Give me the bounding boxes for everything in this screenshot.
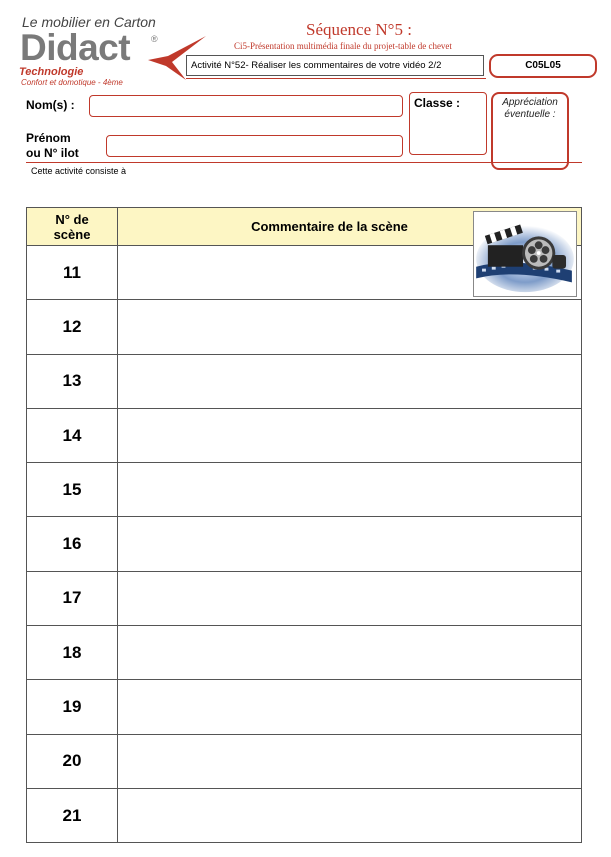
table-row [27, 626, 582, 680]
scene-number: 17 [27, 571, 118, 625]
appreciation-box [491, 92, 569, 170]
scene-number: 16 [27, 517, 118, 571]
logo-wordmark: Didact [20, 27, 131, 68]
prenom-label [26, 131, 79, 161]
noms-label: Nom(s) : [26, 98, 75, 112]
logo-tagline: Le mobilier en Carton [22, 14, 156, 30]
scene-comment-cell[interactable] [118, 626, 582, 680]
scene-number: 21 [27, 788, 118, 842]
scene-comment-cell[interactable] [118, 571, 582, 625]
table-row [27, 734, 582, 788]
scene-number: 15 [27, 463, 118, 517]
table-row [27, 408, 582, 462]
appreciation-label-line1: Appréciation [502, 97, 558, 108]
scene-number: 11 [27, 246, 118, 300]
scene-number: 18 [27, 626, 118, 680]
scene-number-header-line2: scène [53, 226, 91, 242]
appreciation-label-line2: éventuelle : [504, 109, 556, 120]
scene-number: 12 [27, 300, 118, 354]
scene-comment-cell[interactable] [118, 788, 582, 842]
logo-subtitle: Confort et domotique - 4ème [21, 78, 123, 87]
scene-number-header-line1: N° de [55, 211, 89, 227]
sequence-title: Séquence N°5 : [306, 20, 412, 39]
scene-number: 14 [27, 408, 118, 462]
prenom-label-line1: Prénom [26, 131, 71, 145]
scene-comment-cell[interactable] [118, 734, 582, 788]
scene-comment-cell[interactable] [118, 300, 582, 354]
noms-field[interactable] [89, 95, 403, 117]
scene-number: 20 [27, 734, 118, 788]
scene-comment-cell[interactable] [118, 408, 582, 462]
document-code-badge: C05L05 [489, 54, 597, 78]
prenom-field[interactable] [106, 135, 403, 157]
table-row [27, 571, 582, 625]
logo-registered-mark: ® [151, 34, 158, 44]
scene-comment-table [26, 207, 582, 843]
scene-number: 13 [27, 354, 118, 408]
classe-field[interactable] [409, 92, 487, 155]
scene-comment-cell[interactable] [118, 463, 582, 517]
scene-comment-cell[interactable] [118, 354, 582, 408]
table-row [27, 354, 582, 408]
logo-technologie: Technologie [19, 66, 84, 78]
film-clapper-reel-icon [473, 211, 577, 297]
prenom-label-line2: ou N° ilot [26, 146, 79, 160]
header-divider [186, 78, 486, 79]
classe-label: Classe : [414, 96, 461, 110]
sequence-subtitle: Ci5-Présentation multimédia finale du projet-table de chevet [234, 41, 452, 51]
table-row [27, 788, 582, 842]
scene-number-header [27, 208, 118, 246]
comment-header-label: Commentaire de la scène [251, 219, 408, 234]
activity-title: Activité N°52- Réaliser les commentaires de votre vidéo 2/2 [186, 55, 484, 76]
table-row [27, 463, 582, 517]
activity-intro-text: Cette activité consiste à [31, 166, 127, 176]
table-row [27, 300, 582, 354]
table-row [27, 517, 582, 571]
scene-comment-cell[interactable] [118, 680, 582, 734]
scene-comment-cell[interactable] [118, 517, 582, 571]
table-row [27, 680, 582, 734]
scene-number: 19 [27, 680, 118, 734]
fields-divider [26, 162, 582, 163]
